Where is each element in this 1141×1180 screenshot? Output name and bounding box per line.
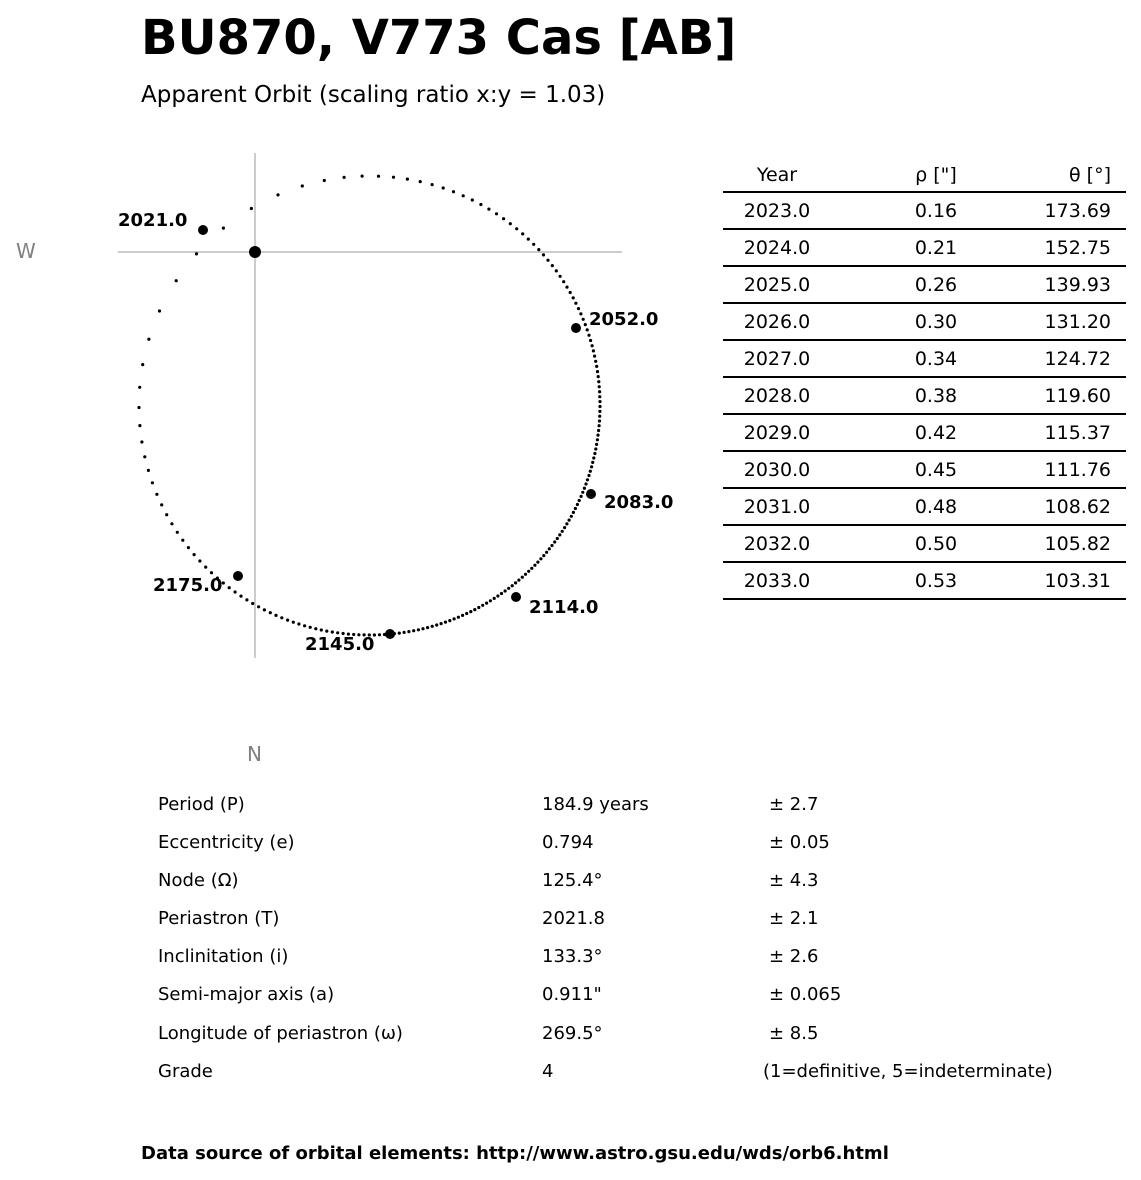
orbit-point <box>426 626 429 629</box>
orbit-point <box>563 526 566 529</box>
orbit-point <box>594 447 597 450</box>
epoch-marker <box>385 629 395 639</box>
orbit-point <box>138 386 141 389</box>
orbit-point <box>392 176 395 179</box>
orbit-point <box>452 190 455 193</box>
orbit-point <box>325 630 328 633</box>
orbit-point <box>378 633 381 636</box>
orbit-point <box>292 621 295 624</box>
epoch-marker <box>571 323 581 333</box>
table-row <box>723 340 1126 377</box>
orbit-point <box>593 355 596 358</box>
epoch-marker <box>586 489 596 499</box>
orbit-point <box>155 493 158 496</box>
orbit-point <box>274 614 277 617</box>
orbit-point <box>587 474 590 477</box>
element-error: ± 2.7 <box>769 794 819 815</box>
orbit-point <box>591 344 594 347</box>
cell-rho: 0.21 <box>831 229 1041 266</box>
orbit-point <box>195 252 198 255</box>
north-label: N <box>247 742 262 766</box>
orbit-point <box>263 608 266 611</box>
orbit-point <box>532 243 535 246</box>
header-year: Year <box>723 158 831 192</box>
orbit-point <box>250 207 253 210</box>
element-name: Grade <box>158 1060 213 1082</box>
table-row <box>723 562 1126 599</box>
orbit-point <box>320 628 323 631</box>
table-row <box>723 229 1126 266</box>
orbit-point <box>598 419 601 422</box>
orbit-point <box>584 323 587 326</box>
orbit-point <box>594 360 597 363</box>
orbit-point <box>551 264 554 267</box>
orbit-point <box>473 608 476 611</box>
orbit-plot <box>0 140 700 680</box>
table-row <box>723 414 1126 451</box>
orbit-point <box>556 537 559 540</box>
orbit-point <box>572 511 575 514</box>
orbit-point <box>592 349 595 352</box>
table-row <box>723 488 1126 525</box>
element-error: ± 2.1 <box>769 908 819 930</box>
orbit-point <box>589 470 592 473</box>
orbit-point <box>536 561 539 564</box>
orbit-point <box>576 503 579 506</box>
orbit-point <box>558 533 561 536</box>
element-value: 184.9 years <box>542 794 649 815</box>
orbit-point <box>245 598 248 601</box>
orbit-point <box>537 248 540 251</box>
orbit-point <box>565 286 568 289</box>
chart-subtitle: Apparent Orbit (scaling ratio x:y = 1.03) <box>141 82 606 108</box>
orbit-point <box>589 339 592 342</box>
orbit-point <box>251 602 254 605</box>
element-value: 0.911" <box>542 984 602 1006</box>
orbit-point <box>448 619 451 622</box>
orbit-point <box>234 590 237 593</box>
orbit-point <box>514 581 517 584</box>
element-row <box>158 832 1118 870</box>
orbit-point <box>489 599 492 602</box>
cell-year: 2033.0 <box>723 562 831 599</box>
orbit-point <box>303 624 306 627</box>
orbit-point <box>141 363 144 366</box>
orbit-point <box>431 183 434 186</box>
orbit-point <box>239 595 242 598</box>
cell-year: 2025.0 <box>723 266 831 303</box>
cell-year: 2027.0 <box>723 340 831 377</box>
element-name: Periastron (T) <box>158 908 280 930</box>
orbit-point <box>545 551 548 554</box>
orbit-point <box>553 540 556 543</box>
orbit-point <box>555 269 558 272</box>
orbit-point <box>495 212 498 215</box>
element-error: (1=definitive, 5=indeterminate) <box>763 1060 1053 1082</box>
orbit-point <box>465 612 468 615</box>
orbit-point <box>562 280 565 283</box>
orbit-point <box>457 616 460 619</box>
orbit-point <box>577 307 580 310</box>
chart-title: BU870, V773 Cas [AB] <box>141 10 737 66</box>
cell-year: 2024.0 <box>723 229 831 266</box>
orbit-point <box>504 589 507 592</box>
orbit-point <box>140 440 143 443</box>
table-header-row <box>723 158 1126 192</box>
west-label: W <box>16 239 36 263</box>
orbit-point <box>403 631 406 634</box>
orbit-point <box>479 203 482 206</box>
cell-rho: 0.45 <box>831 451 1041 488</box>
orbit-point <box>595 365 598 368</box>
orbit-point <box>485 602 488 605</box>
table-row <box>723 525 1126 562</box>
element-error: ± 0.05 <box>769 832 830 854</box>
cell-rho: 0.42 <box>831 414 1041 451</box>
element-name: Longitude of periastron (ω) <box>158 1022 403 1044</box>
epoch-label: 2175.0 <box>153 575 223 596</box>
orbit-point <box>580 495 583 498</box>
orbit-point <box>583 487 586 490</box>
orbit-point <box>462 194 465 197</box>
orbit-point <box>565 522 568 525</box>
cell-rho: 0.38 <box>831 377 1041 414</box>
orbit-point <box>431 625 434 628</box>
orbit-point <box>314 627 317 630</box>
orbit-point <box>407 630 410 633</box>
orbit-point <box>210 571 213 574</box>
cell-rho: 0.53 <box>831 562 1041 599</box>
element-value: 2021.8 <box>542 908 605 930</box>
orbit-point <box>417 628 420 631</box>
orbit-point <box>533 564 536 567</box>
orbit-point <box>539 557 542 560</box>
orbit-point <box>597 375 600 378</box>
orbit-point <box>398 632 401 635</box>
orbit-point <box>598 410 601 413</box>
cell-year: 2032.0 <box>723 525 831 562</box>
orbit-point <box>502 217 505 220</box>
element-value: 125.4° <box>542 870 603 892</box>
cell-year: 2026.0 <box>723 303 831 340</box>
orbit-point <box>228 586 231 589</box>
orbit-point <box>309 626 312 629</box>
table-row <box>723 377 1126 414</box>
orbit-point <box>138 424 141 427</box>
element-name: Node (Ω) <box>158 870 239 892</box>
header-rho: ρ ["] <box>831 158 1041 192</box>
epoch-label: 2114.0 <box>529 597 599 618</box>
cell-rho: 0.50 <box>831 525 1041 562</box>
orbit-point <box>524 573 527 576</box>
element-row <box>158 908 1118 946</box>
orbit-point <box>582 318 585 321</box>
orbit-point <box>570 515 573 518</box>
orbit-point <box>546 259 549 262</box>
epoch-label: 2145.0 <box>305 634 375 655</box>
orbit-point <box>181 539 184 542</box>
ephemeris-table <box>723 158 1126 600</box>
cell-theta: 119.60 <box>1041 377 1126 414</box>
orbit-point <box>578 499 581 502</box>
orbit-point <box>521 576 524 579</box>
orbit-point <box>286 619 289 622</box>
orbit-point <box>596 434 599 437</box>
epoch-marker <box>511 592 521 602</box>
orbit-point <box>527 238 530 241</box>
orbit-point <box>542 253 545 256</box>
table-row <box>723 303 1126 340</box>
orbit-point <box>269 611 272 614</box>
orbit-point <box>165 513 168 516</box>
orbit-point <box>193 553 196 556</box>
epoch-marker <box>233 571 243 581</box>
orbit-point <box>151 481 154 484</box>
orbit-point <box>377 175 380 178</box>
orbit-point <box>595 443 598 446</box>
cell-year: 2031.0 <box>723 488 831 525</box>
orbit-point <box>170 522 173 525</box>
orbit-point <box>596 438 599 441</box>
element-value: 133.3° <box>542 946 603 968</box>
epoch-label: 2083.0 <box>604 492 674 513</box>
orbit-point <box>160 503 163 506</box>
orbit-point <box>187 546 190 549</box>
orbit-point <box>568 519 571 522</box>
orbit-point <box>542 554 545 557</box>
orbit-point <box>581 491 584 494</box>
orbit-point <box>598 390 601 393</box>
orbit-point <box>204 566 207 569</box>
orbit-point <box>176 531 179 534</box>
orbit-point <box>419 180 422 183</box>
cell-theta: 115.37 <box>1041 414 1126 451</box>
table-row <box>723 266 1126 303</box>
cell-theta: 108.62 <box>1041 488 1126 525</box>
element-name: Eccentricity (e) <box>158 832 295 854</box>
orbit-point <box>343 176 346 179</box>
orbit-point <box>597 380 600 383</box>
cell-rho: 0.30 <box>831 303 1041 340</box>
orbit-point <box>586 478 589 481</box>
orbit-point <box>435 623 438 626</box>
orbit-point <box>517 579 520 582</box>
orbit-point <box>572 296 575 299</box>
element-row <box>158 794 1118 832</box>
orbital-elements <box>158 794 1118 1099</box>
orbit-point <box>511 584 514 587</box>
orbit-point <box>574 507 577 510</box>
orbit-point <box>496 594 499 597</box>
orbit-point <box>596 370 599 373</box>
orbit-point <box>561 530 564 533</box>
orbit-point <box>509 222 512 225</box>
element-name: Period (P) <box>158 794 245 815</box>
cell-theta: 103.31 <box>1041 562 1126 599</box>
orbit-point <box>440 622 443 625</box>
epoch-label: 2052.0 <box>589 309 659 330</box>
orbit-point <box>507 587 510 590</box>
element-error: ± 8.5 <box>769 1022 819 1044</box>
orbit-point <box>477 606 480 609</box>
orbit-point <box>444 621 447 624</box>
orbit-point <box>592 456 595 459</box>
orbit-point <box>579 312 582 315</box>
orbit-point <box>590 465 593 468</box>
orbit-point <box>597 429 600 432</box>
cell-theta: 131.20 <box>1041 303 1126 340</box>
orbit-point <box>276 193 279 196</box>
orbit-point <box>587 334 590 337</box>
orbit-point <box>548 547 551 550</box>
orbit-point <box>481 604 484 607</box>
element-value: 0.794 <box>542 832 594 854</box>
element-name: Semi-major axis (a) <box>158 984 335 1006</box>
orbit-point <box>412 629 415 632</box>
element-name: Inclinitation (i) <box>158 946 289 968</box>
orbit-point <box>530 567 533 570</box>
orbit-point <box>469 610 472 613</box>
orbit-point <box>584 482 587 485</box>
cell-year: 2028.0 <box>723 377 831 414</box>
cell-theta: 124.72 <box>1041 340 1126 377</box>
cell-year: 2023.0 <box>723 192 831 229</box>
element-row <box>158 946 1118 984</box>
element-error: ± 4.3 <box>769 870 819 892</box>
cell-theta: 111.76 <box>1041 451 1126 488</box>
element-value: 4 <box>542 1060 554 1082</box>
orbit-point <box>323 179 326 182</box>
cell-year: 2029.0 <box>723 414 831 451</box>
element-error: ± 0.065 <box>769 984 842 1006</box>
orbit-point <box>361 175 364 178</box>
orbit-point <box>598 405 601 408</box>
table-row <box>723 451 1126 488</box>
orbit-point <box>493 597 496 600</box>
orbit-point <box>301 184 304 187</box>
orbit-point <box>147 469 150 472</box>
table-row <box>723 192 1126 229</box>
orbit-point <box>461 614 464 617</box>
element-error: ± 2.6 <box>769 946 819 968</box>
element-row <box>158 1061 1118 1099</box>
orbit-point <box>158 309 161 312</box>
orbit-point <box>442 186 445 189</box>
cell-rho: 0.16 <box>831 192 1041 229</box>
orbit-point <box>598 385 601 388</box>
cell-rho: 0.26 <box>831 266 1041 303</box>
element-row <box>158 1023 1118 1061</box>
orbit-point <box>559 275 562 278</box>
orbit-point <box>487 208 490 211</box>
orbit-point <box>471 198 474 201</box>
cell-theta: 105.82 <box>1041 525 1126 562</box>
orbit-point <box>598 395 601 398</box>
orbit-point <box>143 455 146 458</box>
primary-star <box>249 246 261 258</box>
orbit-point <box>500 592 503 595</box>
cell-theta: 152.75 <box>1041 229 1126 266</box>
header-theta: θ [°] <box>1041 158 1126 192</box>
orbit-point <box>280 616 283 619</box>
element-value: 269.5° <box>542 1022 603 1044</box>
element-row <box>158 870 1118 908</box>
orbit-point <box>257 605 260 608</box>
orbit-point <box>147 338 150 341</box>
epoch-label: 2021.0 <box>118 210 188 231</box>
orbit-point <box>453 617 456 620</box>
orbit-point <box>515 227 518 230</box>
element-row <box>158 984 1118 1022</box>
orbit-point <box>598 415 601 418</box>
orbit-point <box>175 279 178 282</box>
orbit-point <box>569 291 572 294</box>
cell-year: 2030.0 <box>723 451 831 488</box>
orbit-point <box>198 559 201 562</box>
orbit-point <box>527 570 530 573</box>
orbit-point <box>521 232 524 235</box>
orbit-point <box>598 400 601 403</box>
cell-rho: 0.48 <box>831 488 1041 525</box>
cell-theta: 139.93 <box>1041 266 1126 303</box>
orbit-point <box>421 627 424 630</box>
orbit-point <box>593 452 596 455</box>
epoch-marker <box>198 225 208 235</box>
cell-rho: 0.34 <box>831 340 1041 377</box>
orbit-point <box>137 406 140 409</box>
orbit-point <box>550 544 553 547</box>
orbit-point <box>406 178 409 181</box>
orbit-point <box>591 461 594 464</box>
orbit-point <box>598 424 601 427</box>
orbit-point <box>222 227 225 230</box>
orbit-point <box>297 622 300 625</box>
orbit-point <box>574 302 577 305</box>
data-source-note: Data source of orbital elements: http://www.astro.gsu.edu/wds/orb6.html <box>141 1143 889 1164</box>
cell-theta: 173.69 <box>1041 192 1126 229</box>
